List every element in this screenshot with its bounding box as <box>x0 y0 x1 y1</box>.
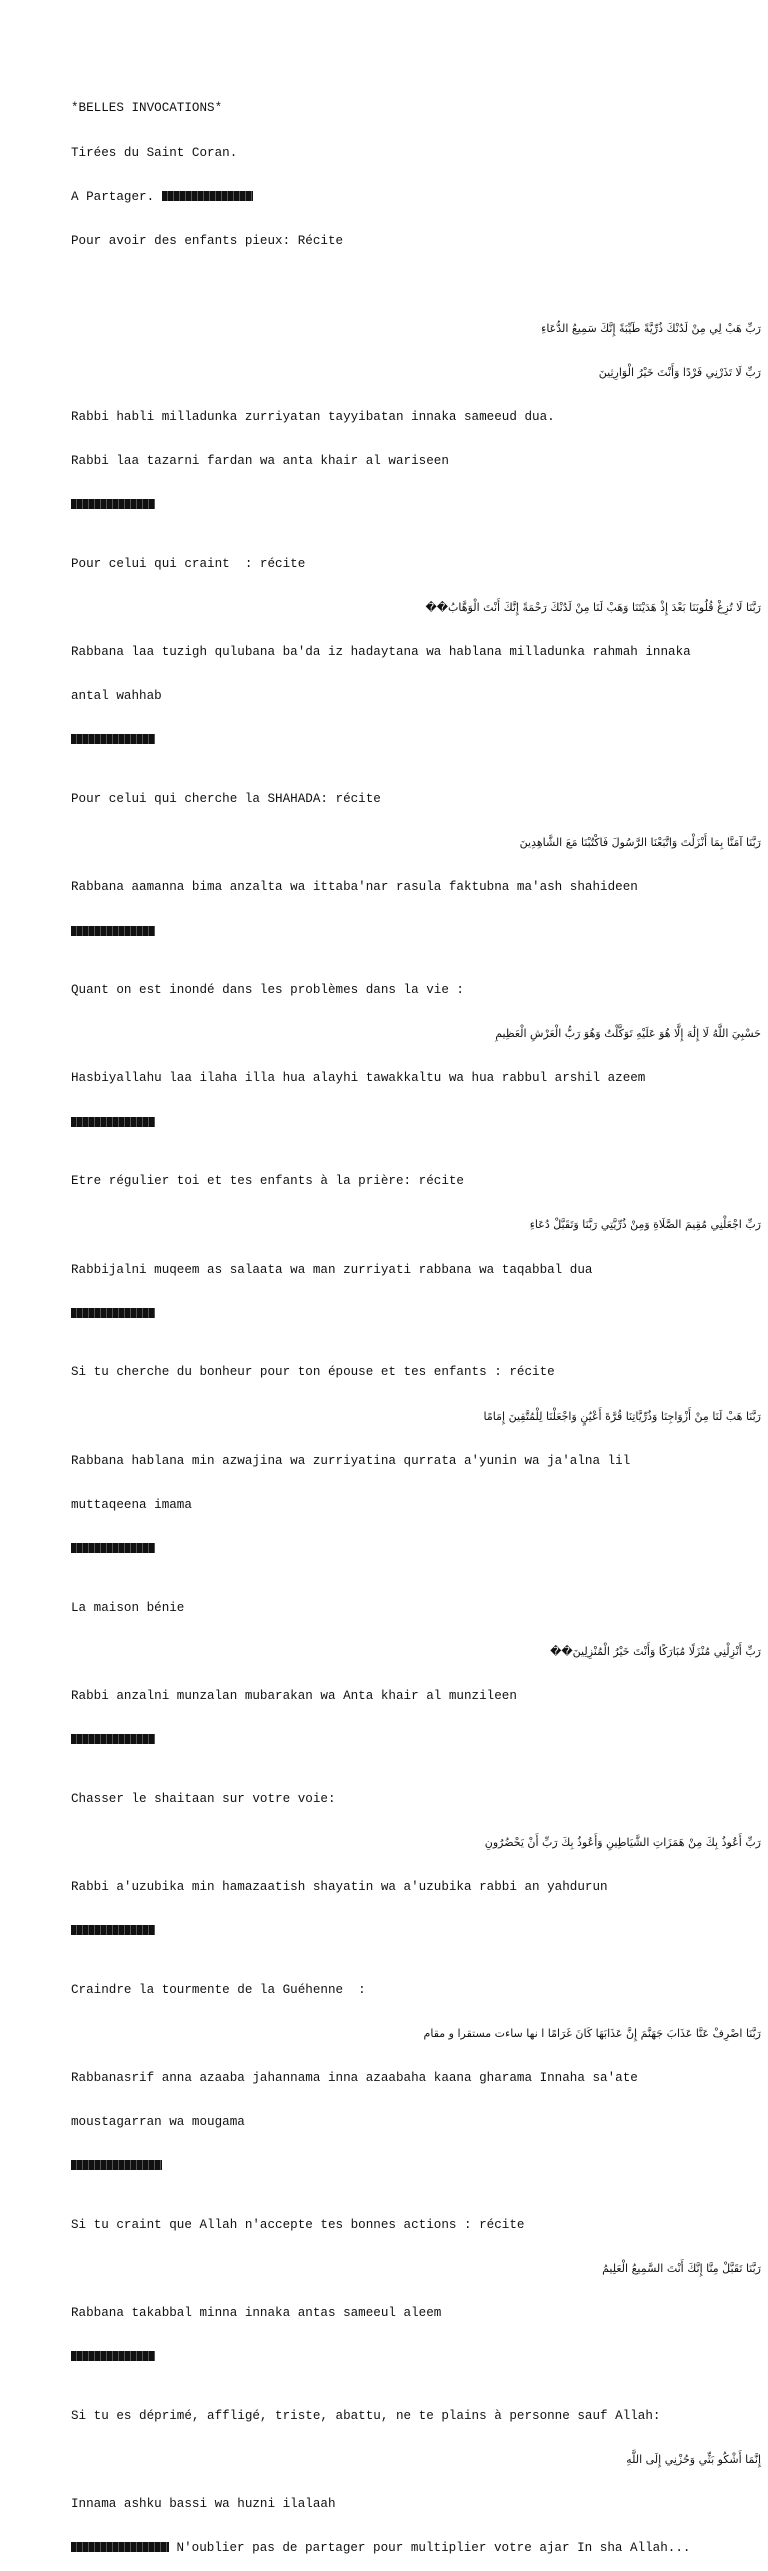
doc-title: *BELLES INVOCATIONS* <box>71 101 223 116</box>
arabic-line: رَبَّنَا تَقَبَّلْ مِنَّا إِنَّكَ أَنْتَ السَّمِيعُ الْعَلِيمُ <box>602 2262 761 2276</box>
transliteration-line: Rabbana aamanna bima anzalta wa ittaba'nar rasula faktubna ma'ash shahideen <box>71 880 638 895</box>
separator-line <box>71 1924 761 1939</box>
transliteration-line: muttaqeena imama <box>71 1497 192 1512</box>
transliteration-line: Rabbi habli milladunka zurriyatan tayyibatan innaka sameeud dua. <box>71 410 555 425</box>
section-heading: Pour celui qui craint : récite <box>71 557 306 572</box>
separator-bar <box>162 191 253 201</box>
separator-line <box>71 1116 761 1131</box>
separator-bar <box>71 734 155 744</box>
arabic-line: رَبَّنَا لَا تُزِغْ قُلُوبَنَا بَعْدَ إِذْ هَدَيْتَنَا وَهَبْ لَنَا مِنْ لَدُنْكَ رَحْمَةً إِنَّكَ أَنْتَ الْوَهَّابُ�� <box>425 601 761 615</box>
arabic-line: رَبِّ اجْعَلْنِي مُقِيمَ الصَّلَاةِ وَمِنْ ذُرِّيَّتِي رَبَّنَا وَتَقَبَّلْ دُعَاءِ <box>529 1218 761 1232</box>
section-heading: Chasser le shaitaan sur votre voie: <box>71 1791 336 1806</box>
separator-bar <box>71 2351 155 2361</box>
transliteration-line: Rabbi anzalni munzalan mubarakan wa Anta khair al munzileen <box>71 1688 517 1703</box>
closing-line <box>71 2541 761 2556</box>
separator-bar <box>71 1117 155 1127</box>
blank-line <box>71 278 761 293</box>
separator-line <box>71 2159 761 2174</box>
section-heading: La maison bénie <box>71 1600 185 1615</box>
section-heading: Pour avoir des enfants pieux: Récite <box>71 233 344 248</box>
arabic-line: رَبَّنَا آمَنَّا بِمَا أَنْزَلْتَ وَاتَّبَعْنَا الرَّسُولَ فَاكْتُبْنَا مَعَ الشَّاهِدِينَ <box>519 836 761 850</box>
transliteration-line: moustagarran wa mougama <box>71 2115 245 2130</box>
separator-line <box>71 925 761 940</box>
arabic-line: إِنَّمَا أَشْكُو بَثِّي وَحُزْنِي إِلَى اللَّهِ <box>626 2453 761 2467</box>
section-heading: Si tu craint que Allah n'accepte tes bonnes actions : récite <box>71 2217 525 2232</box>
separator-bar <box>71 1925 155 1935</box>
closing-text: N'oublier pas de partager pour multiplier votre ajar In sha Allah... <box>169 2541 691 2556</box>
section-heading: Craindre la tourmente de la Guéhenne : <box>71 1982 366 1997</box>
section-heading: Etre régulier toi et tes enfants à la prière: récite <box>71 1174 464 1189</box>
transliteration-line: Rabbana takabbal minna innaka antas sameeul aleem <box>71 2306 442 2321</box>
separator-line <box>71 733 761 748</box>
share-line <box>71 190 761 205</box>
section-heading: Si tu cherche du bonheur pour ton épouse et tes enfants : récite <box>71 1365 555 1380</box>
separator-line <box>71 1307 761 1322</box>
section-heading: Quant on est inondé dans les problèmes dans la vie : <box>71 983 464 998</box>
arabic-line: حَسْبِيَ اللَّهُ لَا إِلَٰهَ إِلَّا هُوَ عَلَيْهِ تَوَكَّلْتُ وَهُوَ رَبُّ الْعَرْشِ الْعَظِيمِ <box>495 1027 761 1041</box>
separator-bar <box>71 499 155 509</box>
section-heading: Pour celui qui cherche la SHAHADA: récite <box>71 792 381 807</box>
transliteration-line: Rabbanasrif anna azaaba jahannama inna azaabaha kaana gharama Innaha sa'ate <box>71 2070 638 2085</box>
section-heading: Si tu es déprimé, affligé, triste, abattu, ne te plains à personne sauf Allah: <box>71 2409 661 2424</box>
arabic-line: رَبِّ أَعُوذُ بِكَ مِنْ هَمَزَاتِ الشَّيَاطِينِ وَأَعُوذُ بِكَ رَبِّ أَنْ يَحْضُرُونِ <box>484 1835 761 1849</box>
transliteration-line: Rabbana hablana min azwajina wa zurriyatina qurrata a'yunin wa ja'alna lil <box>71 1453 631 1468</box>
transliteration-line: antal wahhab <box>71 689 162 704</box>
separator-bar <box>71 1308 155 1318</box>
separator-bar <box>71 2542 169 2552</box>
arabic-line: رَبِّ لَا تَذَرْنِي فَرْدًا وَأَنْتَ خَيْرُ الْوَارِثِينَ <box>598 365 761 379</box>
separator-bar <box>71 2160 162 2170</box>
separator-bar <box>71 1543 155 1553</box>
transliteration-line: Hasbiyallahu laa ilaha illa hua alayhi tawakkaltu wa hua rabbul arshil azeem <box>71 1071 646 1086</box>
separator-line <box>71 498 761 513</box>
transliteration-line: Innama ashku bassi wa huzni ilalaah <box>71 2497 336 2512</box>
transliteration-line: Rabbi a'uzubika min hamazaatish shayatin wa a'uzubika rabbi an yahdurun <box>71 1879 608 1894</box>
document-text <box>71 72 761 2571</box>
arabic-line: رَبِّ أَنْزِلْنِي مُنْزَلًا مُبَارَكًا وَأَنْتَ خَيْرُ الْمُنْزِلِينَ�� <box>550 1644 761 1658</box>
share-text: A Partager. <box>71 189 162 204</box>
separator-line <box>71 1733 761 1748</box>
doc-subtitle: Tirées du Saint Coran. <box>71 145 238 160</box>
transliteration-line: Rabbi laa tazarni fardan wa anta khair al wariseen <box>71 454 449 469</box>
separator-line <box>71 1542 761 1557</box>
arabic-line: رَبَّنَا هَبْ لَنَا مِنْ أَزْوَاجِنَا وَذُرِّيَّاتِنَا قُرَّةَ أَعْيُنٍ وَاجْعَلْنَا لِلْمُتَّقِينَ إِمَامًا <box>483 1409 761 1423</box>
arabic-line: رَبِّ هَبْ لِي مِنْ لَدُنْكَ ذُرِّيَّةً طَيِّبَةً إِنَّكَ سَمِيعُ الدُّعَاءِ <box>541 321 761 335</box>
transliteration-line: Rabbana laa tuzigh qulubana ba'da iz hadaytana wa hablana milladunka rahmah innaka <box>71 645 691 660</box>
separator-line <box>71 2350 761 2365</box>
separator-bar <box>71 926 155 936</box>
transliteration-line: Rabbijalni muqeem as salaata wa man zurriyati rabbana wa taqabbal dua <box>71 1262 593 1277</box>
separator-bar <box>71 1734 155 1744</box>
arabic-line: رَبَّنَا اصْرِفْ عَنَّا عَذَابَ جَهَنَّمَ إِنَّ عَذَابَهَا كَانَ غَرَامًا ا نها ساءت مستقرا و مقام <box>423 2026 761 2040</box>
